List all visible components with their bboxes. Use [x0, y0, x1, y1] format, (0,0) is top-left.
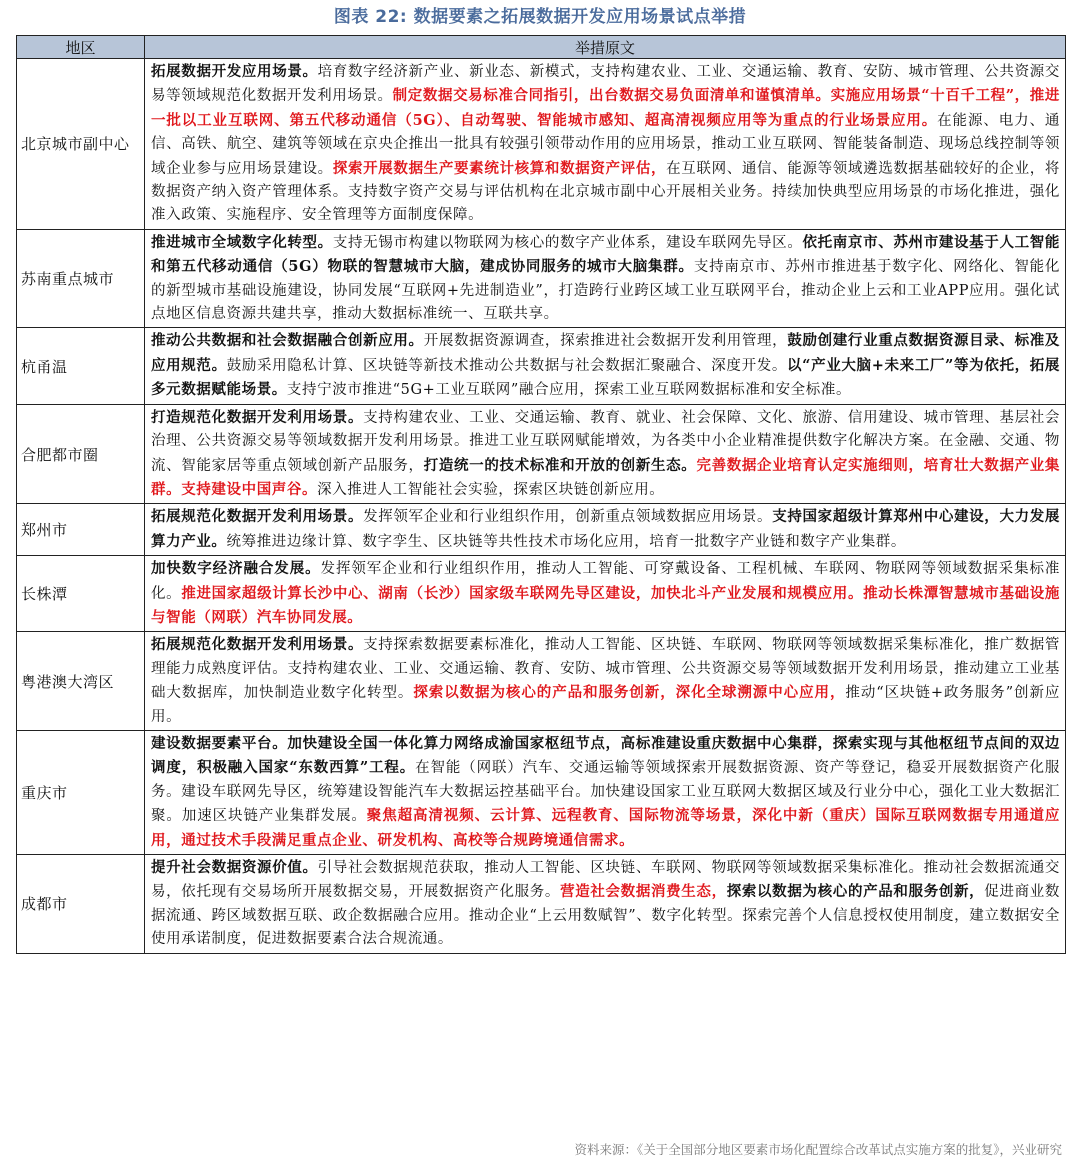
body-text: 统筹推进边缘计算、数字孪生、区块链等共性技术市场化应用，培育一批数字产业链和数字产业集群。 [226, 533, 906, 550]
body-text: 推动“区块链+政务服务”创新应用。 [151, 685, 1060, 725]
bold-text: 加快数字经济融合发展。 [151, 560, 321, 578]
bold-text: 拓展数据开发应用场景。 [151, 63, 318, 80]
table-row [17, 730, 1066, 854]
bold-text: 打造统一的技术标准和开放的创新生态。 [423, 456, 697, 474]
body-text: 在能源、电力、通信、高铁、航空、建筑等领域在京央企推出一批具有较强引领带动作用的应用场景，推动工业互联网、智能装备制造、现场总线控制等领域企业参与应用场景建设。 [151, 112, 1060, 177]
measure-text-cell [145, 730, 1066, 854]
highlighted-text: 完善数据企业培育认定实施细则，培育壮大数据产业集群。支持建设中国声谷。 [151, 456, 1060, 498]
body-text: 支持宁波市推进“5G+工业互联网”融合应用，探索工业互联网数据标准和安全标准。 [286, 382, 852, 399]
body-text: 培育数字经济新产业、新业态、新模式，支持构建农业、工业、交通运输、教育、安防、城市管理、公共资源交易等领域规范化数据开发利用场景。 [151, 64, 1060, 105]
measure-text-cell [145, 404, 1066, 504]
body-text: 支持构建农业、工业、交通运输、教育、就业、社会保障、文化、旅游、信用建设、城市管理、基层社会治理、公共资源交易等领域数据开发利用场景。推进工业互联网赋能增效，为各类中小企业精准提供数字化解决方案。在金融、交通、物流、智能家居等重点领域创新产品服务， [151, 409, 1060, 474]
table-row [17, 632, 1066, 731]
body-text: 发挥领军企业和行业组织作用，推动人工智能、可穿戴设备、工程机械、车联网、物联网等领域数据采集标准化。 [151, 561, 1060, 602]
highlighted-text: 探索开展数据生产要素统计核算和数据资产评估， [332, 159, 667, 177]
bold-text: 以“产业大脑+未来工厂”等为依托，拓展多元数据赋能场景。 [151, 356, 1060, 399]
highlighted-text: 制定数据交易标准合同指引，出台数据交易负面清单和谨慎清单。实施应用场景“十百千工程”，推进一批以工业互联网、第五代移动通信（5G）、自动驾驶、智能城市感知、超高清视频应用等为重点的行业场景应用。 [151, 87, 1060, 129]
bold-text: 打造规范化数据开发利用场景。 [151, 408, 364, 426]
region-cell: 重庆市 [17, 730, 145, 854]
body-text: 在互联网、通信、能源等领域遴选数据基础较好的企业，将数据资产纳入资产管理体系。支持数字资产交易与评估机构在北京城市副中心开展相关业务。持续加快典型应用场景的市场化推进，强化准入政策、实施程序、安全管理等方面制度保障。 [151, 160, 1060, 224]
table-row [17, 556, 1066, 632]
region-cell: 苏南重点城市 [17, 229, 145, 328]
bold-text: 支持国家超级计算郑州中心建设，大力发展算力产业。 [151, 508, 1060, 550]
body-text: 鼓励采用隐私计算、区块链等新技术推动公共数据与社会数据汇聚融合、深度开发。 [226, 357, 787, 374]
bold-text: 推进城市全域数字化转型。 [151, 233, 333, 251]
header-region: 地区 [17, 36, 145, 59]
table-row [17, 504, 1066, 556]
body-text: 促进商业数据流通、跨区域数据互联、政企数据融合应用。推动企业“上云用数赋智”、数字化转型。探索完善个人信息授权使用制度，建立数据安全使用承诺制度，促进数据要素合法合规流通。 [151, 884, 1060, 948]
bold-text: 依托南京市、苏州市建设基于人工智能和第五代移动通信（5G）物联的智慧城市大脑，建成协同服务的城市大脑集群。 [151, 233, 1060, 276]
body-text: 在智能（网联）汽车、交通运输等领域探索开展数据资源、资产等登记，稳妥开展数据资产化服务。建设车联网先导区，统筹建设智能汽车大数据运控基础平台。加快建设国家工业互联网大数据区域及行业分中心，强化工业大数据汇聚。加速区块链产业集群发展。 [151, 760, 1060, 825]
region-cell: 粤港澳大湾区 [17, 632, 145, 731]
region-cell: 郑州市 [17, 504, 145, 556]
bold-text: 推动公共数据和社会数据融合创新应用。 [151, 332, 424, 350]
measure-text-cell [145, 556, 1066, 632]
table-row [17, 229, 1066, 328]
body-text: 发挥领军企业和行业组织作用，创新重点领域数据应用场景。 [363, 509, 773, 526]
highlighted-text: 推进国家超级计算长沙中心、湖南（长沙）国家级车联网先导区建设，加快北斗产业发展和规模应用。推动长株潭智慧城市基础设施与智能（网联）汽车协同发展。 [151, 584, 1061, 626]
body-text: 支持南京市、苏州市推进基于数字化、网络化、智能化的新型城市基础设施建设，协同发展“互联网+先进制造业”，打造跨行业跨区域工业互联网平台，推动企业上云和工业APP应用。强化试点地区信息资源共建共享，推动大数据标准统一、互联共享。 [151, 259, 1060, 323]
measure-text-cell [145, 229, 1066, 328]
source-note: 资料来源：《关于全国部分地区要素市场化配置综合改革试点实施方案的批复》，兴业研究 [574, 1142, 1062, 1157]
region-cell: 合肥都市圈 [17, 404, 145, 504]
table-header-row [17, 36, 1066, 59]
measure-text-cell [145, 855, 1066, 954]
body-text: 开展数据资源调查，探索推进社会数据开发利用管理， [423, 333, 788, 350]
table-row [17, 59, 1066, 230]
body-text: 支持探索数据要素标准化，推动人工智能、区块链、车联网、物联网等领域数据采集标准化，推广数据管理能力成熟度评估。支持构建农业、工业、交通运输、教育、安防、城市管理、公共资源交易等领域数据开发利用场景，推动建立工业基础大数据库，加快制造业数字化转型。 [151, 637, 1060, 702]
table-row [17, 855, 1066, 954]
bold-text: 探索以数据为核心的产品和服务创新， [726, 883, 985, 901]
region-cell: 长株潭 [17, 556, 145, 632]
measures-table [16, 35, 1066, 954]
figure-title: 图表 22: 数据要素之拓展数据开发应用场景试点举措 [333, 7, 747, 27]
region-cell: 北京城市副中心 [17, 59, 145, 230]
table-row [17, 328, 1066, 404]
body-text: 支持无锡市构建以物联网为核心的数字产业体系，建设车联网先导区。 [332, 234, 803, 251]
body-text: 深入推进人工智能社会实验，探索区块链创新应用。 [317, 481, 665, 498]
highlighted-text: 探索以数据为核心的产品和服务创新，深化全球溯源中心应用， [413, 684, 846, 702]
region-cell: 杭甬温 [17, 328, 145, 404]
measure-text-cell [145, 504, 1066, 556]
highlighted-text: 营造社会数据消费生态， [560, 883, 727, 901]
highlighted-text: 聚焦超高清视频、云计算、远程教育、国际物流等场景，深化中新（重庆）国际互联网数据专用通道应用，通过技术手段满足重点企业、研发机构、高校等合规跨境通信需求。 [151, 807, 1061, 849]
measure-text-cell [145, 328, 1066, 404]
body-text: 引导社会数据规范获取，推动人工智能、区块链、车联网、物联网等领域数据采集标准化。推动社会数据流通交易，依托现有交易场所开展数据交易，开展数据资产化服务。 [151, 860, 1060, 901]
bold-text: 建设数据要素平台。加快建设全国一体化算力网络成渝国家枢纽节点，高标准建设重庆数据中心集群，探索实现与其他枢纽节点间的双边调度，积极融入国家“东数西算”工程。 [151, 734, 1060, 777]
table-row [17, 404, 1066, 504]
bold-text: 提升社会数据资源价值。 [151, 859, 318, 876]
bold-text: 拓展规范化数据开发利用场景。 [151, 508, 364, 526]
measure-text-cell [145, 632, 1066, 731]
measure-text-cell [145, 59, 1066, 230]
bold-text: 拓展规范化数据开发利用场景。 [151, 636, 364, 654]
bold-text: 鼓励创建行业重点数据资源目录、标准及应用规范。 [151, 332, 1060, 374]
region-cell: 成都市 [17, 855, 145, 954]
header-measures: 举措原文 [145, 36, 1066, 59]
